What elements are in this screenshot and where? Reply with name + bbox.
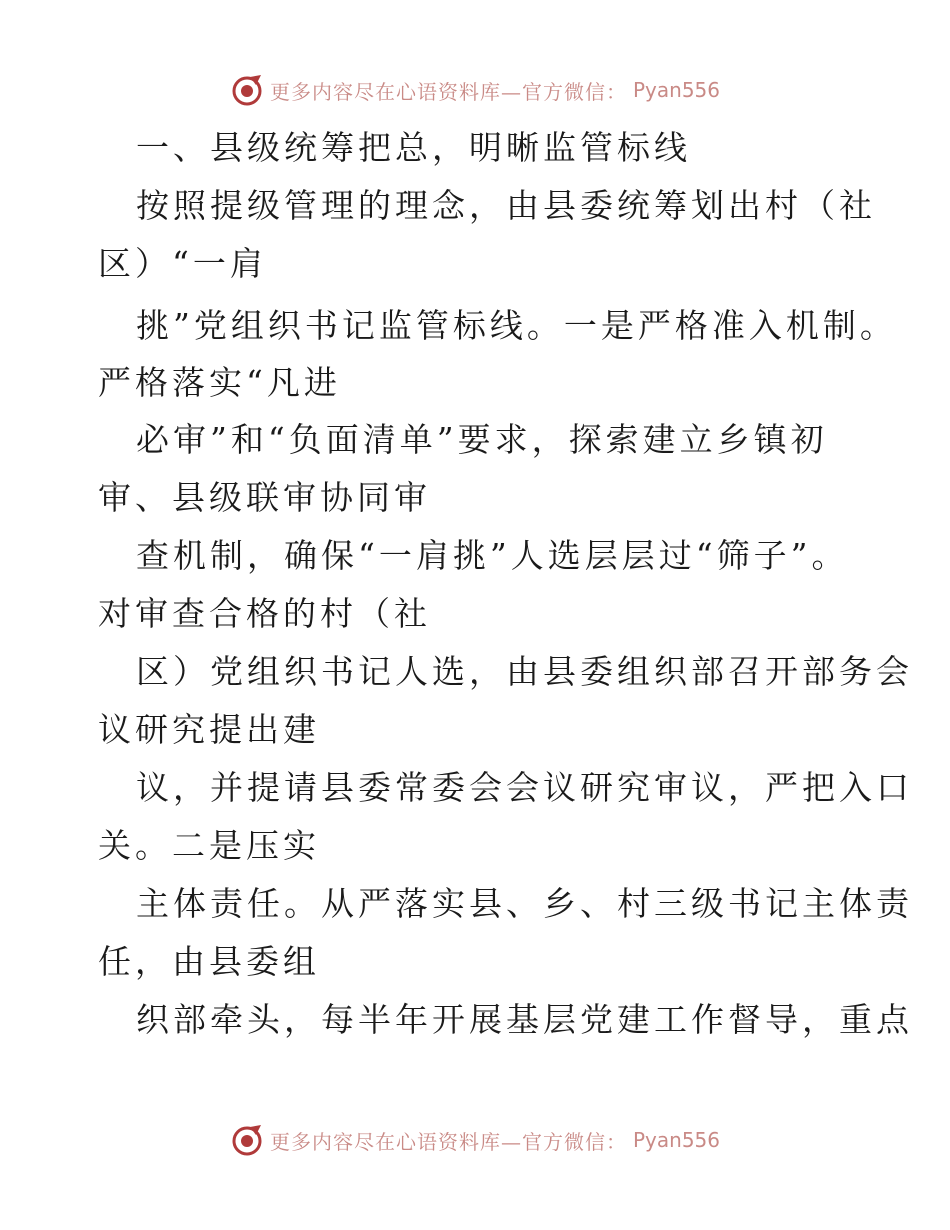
- footer-banner-text: 更多内容尽在心语资料库—官方微信：: [269, 1129, 627, 1154]
- body-line: 议研究提出建: [98, 710, 320, 749]
- footer-watermark-banner: [0, 1118, 950, 1162]
- body-line: 按照提级管理的理念，由县委统筹划出村（社: [136, 186, 876, 225]
- body-line: 区）党组织书记人选，由县委组织部召开部务会: [136, 652, 913, 691]
- header-banner-text: 更多内容尽在心语资料库—官方微信：: [269, 79, 627, 104]
- quill-logo-icon: [230, 73, 264, 107]
- quill-logo-icon: [230, 1123, 264, 1157]
- body-line: 严格落实“凡进: [98, 363, 341, 402]
- body-line: 一、县级统筹把总，明晰监管标线: [136, 128, 691, 167]
- body-line: 查机制，确保“一肩挑”人选层层过“筛子”。: [136, 536, 849, 575]
- body-line: 织部牵头，每半年开展基层党建工作督导，重点: [136, 1000, 913, 1039]
- body-line: 议，并提请县委常委会会议研究审议，严把入口: [136, 768, 913, 807]
- header-banner-id: Pyan556: [632, 78, 720, 102]
- body-line: 挑”党组织书记监管标线。一是严格准入机制。: [136, 306, 897, 345]
- body-line: 任，由县委组: [98, 942, 320, 981]
- footer-banner-id: Pyan556: [632, 1128, 720, 1152]
- header-watermark-banner: [0, 68, 950, 112]
- body-line: 关。二是压实: [98, 826, 320, 865]
- body-line: 区）“一肩: [98, 244, 267, 283]
- body-line: 对审查合格的村（社: [98, 594, 431, 633]
- body-line: 必审”和“负面清单”要求，探索建立乡镇初: [136, 420, 828, 459]
- body-line: 主体责任。从严落实县、乡、村三级书记主体责: [136, 884, 913, 923]
- body-line: 审、县级联审协同审: [98, 478, 431, 517]
